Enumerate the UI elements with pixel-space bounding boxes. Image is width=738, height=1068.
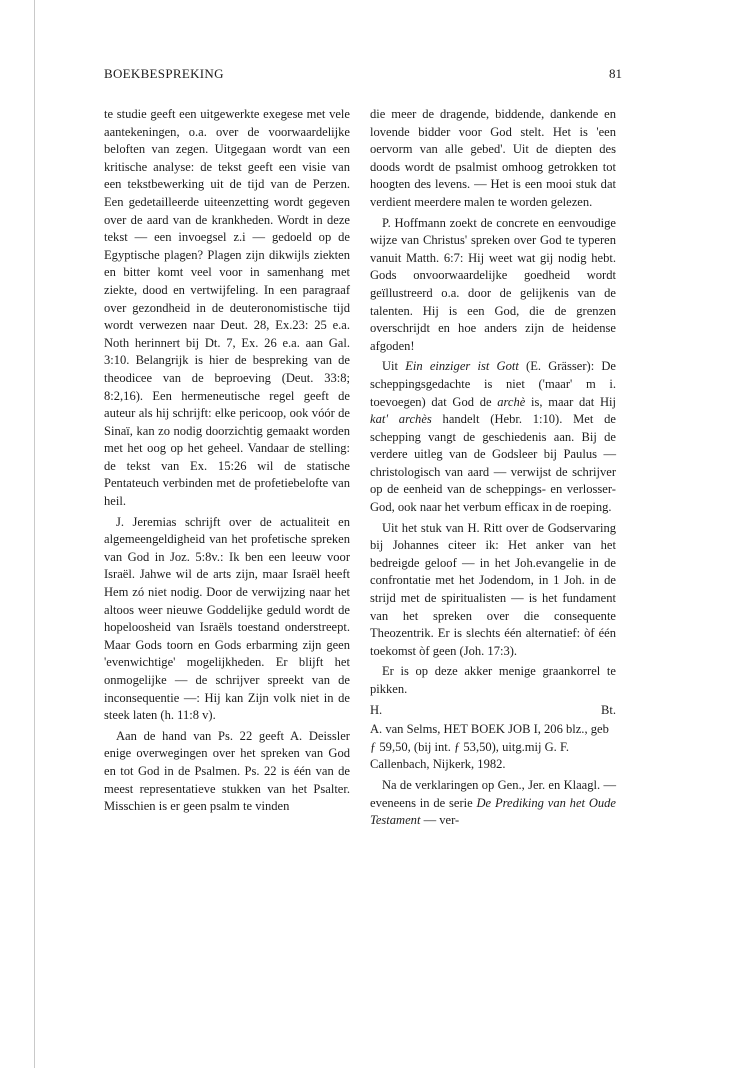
signature-abbrev: Bt.	[601, 702, 616, 717]
right-paragraph-3	[370, 358, 616, 516]
text-span: — ver-	[420, 813, 460, 828]
running-title: BOEKBESPREKING	[104, 66, 224, 81]
greek-term-italic: archè	[497, 394, 526, 409]
series-title-italic: De Prediking van het Oude Testament	[370, 795, 616, 828]
text-span: Na de verklaringen op Gen., Jer. en Klaagl. — eveneens in de serie	[370, 777, 616, 810]
left-paragraph-1: te studie geeft een uitgewerkte exegese met vele aantekeningen, o.a. over de voorwaardelijke beloften van zegen. Uitgegaan wordt van een kritische analyse: de tekst geeft een visie van een tekstbewerking uit de tijd van de Perzen. Een gedetailleerde uiteenzetting wordt gegeven over de aard van de krankheden. Wordt in deze tekst — een invoegsel z.i — gedoeld op de Egyptische plagen? Plagen zijn dikwijls ziekten en bitter komt veel voor in samenhang met ziekte, dood en vertwijfeling. In een paragraaf over gezondheid in de deuteronomistische tijd wordt verwezen naar Deut. 28, Ex.23: 25 e.a. Noth herinnert bij Dt. 7, Ex. 26 e.a. aan Gal. 3:10. Belangrijk is hier de bespreking van de theodicee van de beproeving (Deut. 33:8; 8:2,16). Een hermeneutische regel geeft de auteur als hij schrijft: elke pericoop, ook vóór de Sinaï, kan zo nodig doorzichtig gemaakt worden met het oog op het geheel. Vandaar de stelling: de tekst van Ex. 15:26 wil de statische Pentateuch verbinden met de profetiebelofte van heil.	[104, 107, 350, 509]
signature-initial: H.	[370, 702, 383, 717]
right-paragraph-4: Uit het stuk van H. Ritt over de Godservaring bij Johannes citeer ik: Het anker van het bedreigde geloof — in het Joh.evangelie in de confrontatie met het Jodendom, in 1 Joh. in de strijd met de spiritualisten — is het fundament van het spreken over die consequente Theozentrik. Er is slechts één alternatief: òf één toekomst òf geen (Joh. 17:3).	[370, 520, 616, 658]
book-title-italic: Ein einziger ist Gott	[405, 359, 519, 374]
right-column	[370, 106, 616, 833]
text-span: (E. Grässer): De scheppingsgedachte is niet ('maar' m i. toevoegen) dat God de	[370, 359, 616, 409]
text-span: is, maar dat Hij	[525, 394, 616, 409]
right-paragraph-1: die meer de dragende, biddende, dankende en lovende bidder voor God stelt. Het is 'een oervorm van alle gebed'. Uit de diepten des doods wordt de psalmist omhoog getrokken tot hoogten des levens. — Het is een mooi stuk dat verdient meerdere malen te worden gelezen.	[370, 107, 616, 209]
page-header	[104, 66, 622, 84]
book-reference: A. van Selms, HET BOEK JOB I, 206 blz., geb ƒ 59,50, (bij int. ƒ 53,50), uitg.mij G. F. Callenbach, Nijkerk, 1982.	[370, 722, 609, 772]
left-paragraph-2: J. Jeremias schrijft over de actualiteit en algemeengeldigheid van het profetische spreken van God in Joz. 5:8v.: Ik ben een leeuw voor Israël. Jahwe wil de arts zijn, maar Israël heeft Hem zó niet nodig. Door de verwijzing naar het altoos weer nieuwe Goddelijke geduld wordt de hopeloosheid van Israëls toestand onderstreept. Maar Gods toorn en Gods erbarming zijn geen 'evenwichtige' mogelijkheden. Er blijft het onmogelijke — de schrijver spreekt van de inconsequentie —: Hij kan Zijn volk niet in de steek laten (h. 11:8 v).	[104, 514, 350, 723]
left-paragraph-3: Aan de hand van Ps. 22 geeft A. Deissler enige overwegingen over het spreken van God en tot God in de Psalmen. Ps. 22 is één van de meest representatieve stukken van het Psalter. Misschien is er geen psalm te vinden	[104, 728, 350, 814]
reviewer-signature	[370, 702, 616, 720]
left-column	[104, 106, 350, 819]
right-paragraph-5: Er is op deze akker menige graankorrel te pikken.	[370, 664, 616, 696]
right-paragraph-2: P. Hoffmann zoekt de concrete en eenvoudige wijze van Christus' spreken over God te typeren vanuit Matth. 6:7: Hij weet wat gij nodig hebt. Gods onvoorwaardelijke goedheid wordt geïllustreerd o.a. door de gelijkenis van de talenten. Hij is een God, die de grenzen overschrijdt en hoe anders zijn de heidense afgoden!	[370, 215, 616, 353]
text-span: Uit	[382, 359, 406, 374]
page-number: 81	[609, 66, 622, 81]
right-paragraph-6	[370, 777, 616, 830]
text-span: handelt (Hebr. 1:10). Met de schepping vangt de geschiedenis aan. Bij de verdere uitleg van de Godsleer bij Paulus — christologisch van aard — verwijst de schrijver op de eenheid van de scheppings- en verlosser-God, ook naar het verbum efficax in de roeping.	[370, 412, 616, 515]
greek-term-italic: kat' archès	[370, 412, 432, 427]
scan-edge-line	[34, 0, 35, 1068]
